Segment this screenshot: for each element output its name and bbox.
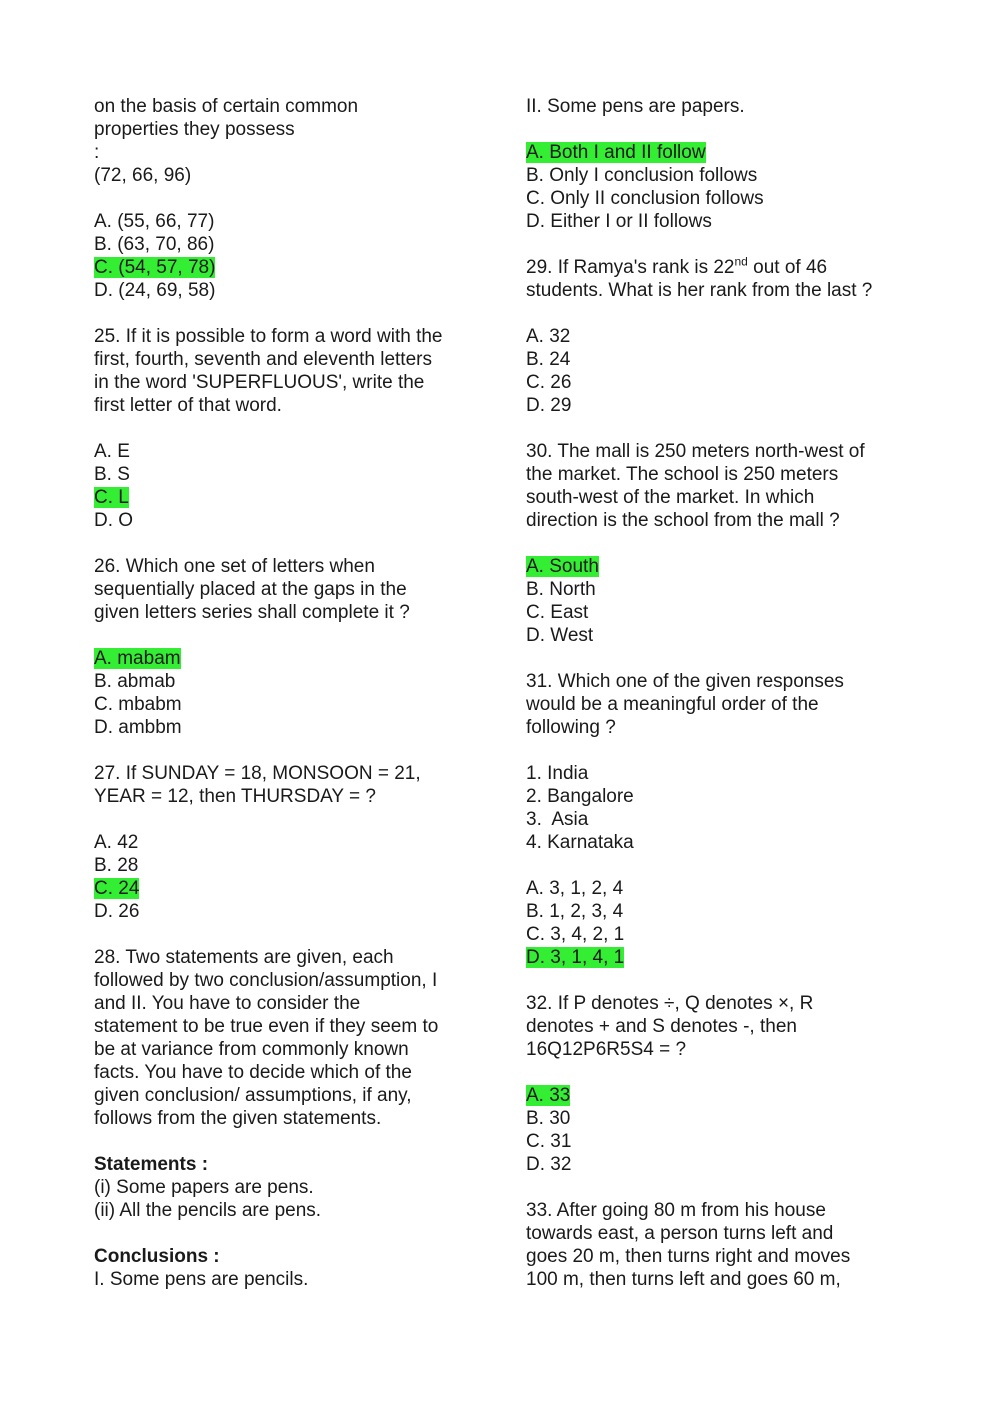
q28-stem-line: 28. Two statements are given, each [94, 947, 394, 968]
q28-conclusion-2: II. Some pens are papers. [526, 96, 745, 117]
right-column [526, 95, 906, 1291]
q26-stem-line: sequentially placed at the gaps in the [94, 579, 407, 600]
q26-stem-line: given letters series shall complete it ? [94, 602, 410, 623]
q28-stem-line: facts. You have to decide which of the [94, 1062, 412, 1083]
q29-stem-line [526, 256, 906, 279]
q29-stem-part2: out of 46 [747, 257, 828, 278]
q24-option-c-correct: C. (54, 57, 78) [94, 257, 216, 278]
q28-option-d: D. Either I or II follows [526, 211, 712, 232]
q24-stem-line: (72, 66, 96) [94, 165, 192, 186]
q28-stem-line: statement to be true even if they seem to [94, 1016, 439, 1037]
q30-stem-line: 30. The mall is 250 meters north-west of [526, 441, 865, 462]
q30-stem-line: south-west of the market. In which [526, 487, 815, 508]
q29-option-a: A. 32 [526, 326, 571, 347]
q26-option-d: D. ambbm [94, 717, 182, 738]
q26-option-b: B. abmab [94, 671, 176, 692]
q32-option-a-correct: A. 33 [526, 1085, 571, 1106]
q27-option-d: D. 26 [94, 901, 140, 922]
q32-stem-line: 16Q12P6R5S4 = ? [526, 1039, 687, 1060]
q31-stem-line: would be a meaningful order of the [526, 694, 819, 715]
q28-option-b: B. Only I conclusion follows [526, 165, 758, 186]
q25-option-d: D. O [94, 510, 134, 531]
q25-stem-line: first, fourth, seventh and eleventh letters [94, 349, 432, 370]
q31-stem-line: following ? [526, 717, 616, 738]
q31-item: 4. Karnataka [526, 832, 634, 853]
q31-item: 3. Asia [526, 809, 589, 830]
q27-stem-line: YEAR = 12, then THURSDAY = ? [94, 786, 376, 807]
q31-option-a: A. 3, 1, 2, 4 [526, 878, 624, 899]
q26-option-c: C. mbabm [94, 694, 182, 715]
q24-option-b: B. (63, 70, 86) [94, 234, 215, 255]
q25-stem-line: first letter of that word. [94, 395, 282, 416]
q31-option-c: C. 3, 4, 2, 1 [526, 924, 625, 945]
q26-stem-line: 26. Which one set of letters when [94, 556, 375, 577]
q28-statement: (i) Some papers are pens. [94, 1177, 314, 1198]
q33-stem-line: 33. After going 80 m from his house [526, 1200, 826, 1221]
q28-stem-line: and II. You have to consider the [94, 993, 361, 1014]
q27-stem-line: 27. If SUNDAY = 18, MONSOON = 21, [94, 763, 421, 784]
q29-stem-superscript: nd [734, 254, 748, 269]
q26-option-a-correct: A. mabam [94, 648, 181, 669]
q29-stem-part1: 29. If Ramya's rank is 22 [526, 257, 735, 278]
q32-stem-line: denotes + and S denotes -, then [526, 1016, 797, 1037]
q25-stem-line: in the word 'SUPERFLUOUS', write the [94, 372, 425, 393]
q24-option-d: D. (24, 69, 58) [94, 280, 216, 301]
q30-option-b: B. North [526, 579, 596, 600]
q33-stem-line: goes 20 m, then turns right and moves [526, 1246, 851, 1267]
q25-stem-line: 25. If it is possible to form a word with the [94, 326, 443, 347]
q24-stem-line: properties they possess [94, 119, 295, 140]
q32-option-b: B. 30 [526, 1108, 571, 1129]
q28-option-a-correct: A. Both I and II follow [526, 142, 706, 163]
q30-stem-line: direction is the school from the mall ? [526, 510, 840, 531]
q27-option-a: A. 42 [94, 832, 139, 853]
q25-option-c-correct: C. L [94, 487, 129, 508]
q28-statement: (ii) All the pencils are pens. [94, 1200, 322, 1221]
q30-stem-line: the market. The school is 250 meters [526, 464, 839, 485]
q29-option-c: C. 26 [526, 372, 572, 393]
q27-option-b: B. 28 [94, 855, 139, 876]
q29-stem-line: students. What is her rank from the last ? [526, 280, 873, 301]
q24-stem-line: : [94, 142, 100, 163]
q25-option-b: B. S [94, 464, 130, 485]
q29-option-b: B. 24 [526, 349, 571, 370]
q24-option-a: A. (55, 66, 77) [94, 211, 215, 232]
q28-stem-line: be at variance from commonly known [94, 1039, 409, 1060]
q31-option-b: B. 1, 2, 3, 4 [526, 901, 624, 922]
q32-option-c: C. 31 [526, 1131, 572, 1152]
q31-stem-line: 31. Which one of the given responses [526, 671, 844, 692]
q33-stem-line: towards east, a person turns left and [526, 1223, 834, 1244]
q31-item: 2. Bangalore [526, 786, 634, 807]
q24-stem-line: on the basis of certain common [94, 96, 359, 117]
q29-option-d: D. 29 [526, 395, 572, 416]
q28-conclusions-heading: Conclusions : [94, 1246, 220, 1267]
q28-conclusion-1: I. Some pens are pencils. [94, 1269, 309, 1290]
q25-option-a: A. E [94, 441, 130, 462]
q28-stem-line: given conclusion/ assumptions, if any, [94, 1085, 412, 1106]
q28-statements-heading: Statements : [94, 1154, 209, 1175]
left-column [94, 95, 484, 1291]
q32-option-d: D. 32 [526, 1154, 572, 1175]
q30-option-d: D. West [526, 625, 594, 646]
q33-stem-line: 100 m, then turns left and goes 60 m, [526, 1269, 841, 1290]
q28-stem-line: followed by two conclusion/assumption, I [94, 970, 438, 991]
q32-stem-line: 32. If P denotes ÷, Q denotes ×, R [526, 993, 814, 1014]
q31-option-d-correct: D. 3, 1, 4, 1 [526, 947, 625, 968]
q30-option-a-correct: A. South [526, 556, 599, 577]
q28-option-c: C. Only II conclusion follows [526, 188, 764, 209]
q30-option-c: C. East [526, 602, 589, 623]
q28-stem-line: follows from the given statements. [94, 1108, 382, 1129]
q27-option-c-correct: C. 24 [94, 878, 140, 899]
q31-item: 1. India [526, 763, 589, 784]
